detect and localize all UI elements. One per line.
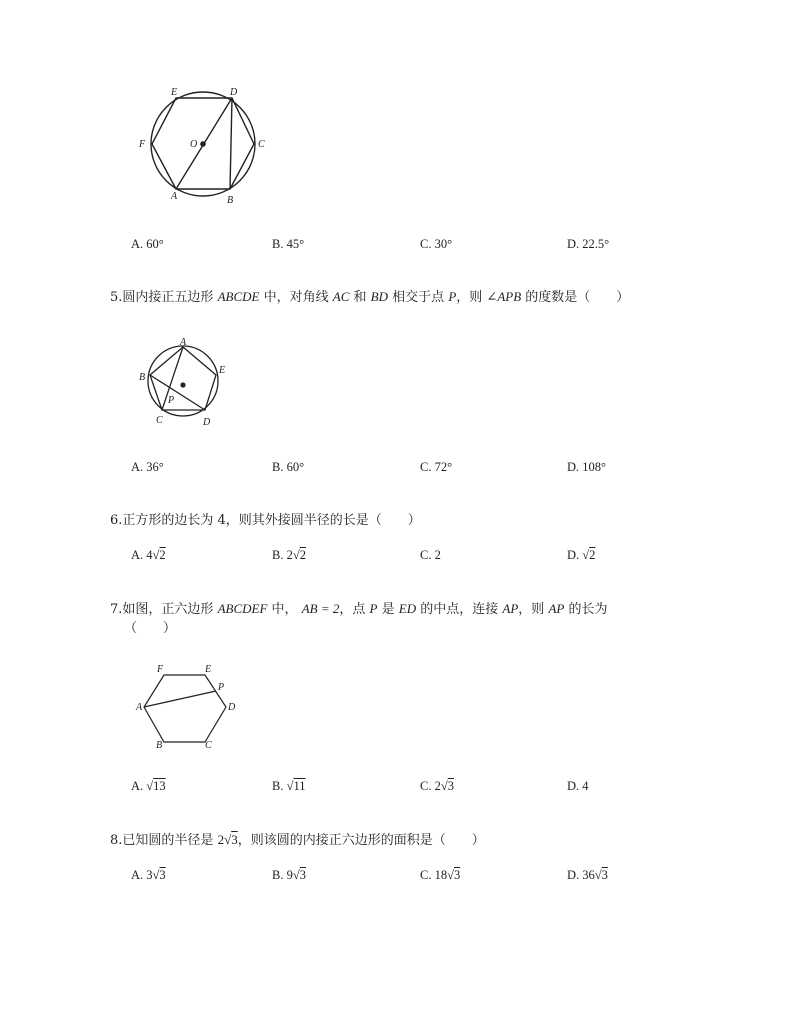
q7-label-f: F [157, 664, 164, 675]
q7-option-a[interactable]: A. √13 [131, 779, 166, 793]
q5-text-3: 和 [353, 290, 367, 305]
q4-label-f: F [139, 139, 146, 150]
q4-label-a: A [171, 191, 178, 202]
q7-number: 7. [110, 602, 123, 617]
q5-math-ac: AC [332, 289, 350, 304]
q5-label-a: A [180, 337, 187, 348]
q4-label-d: D [230, 87, 238, 98]
q6-option-b[interactable]: B. 2√2 [272, 548, 306, 562]
q7-math-ap-2: AP [548, 601, 565, 616]
q5-text-4: 相交于点 [392, 290, 445, 305]
q8-text-1: 已知圆的半径是 [122, 833, 214, 848]
q5-text-5: ，则 [456, 290, 483, 305]
q6-text: 正方形的边长为 4，则其外接圆半径的长是（ ） [122, 513, 421, 528]
q8-option-a[interactable]: A. 3√3 [131, 868, 166, 882]
q6-option-c[interactable]: C. 2 [420, 548, 441, 562]
q7-text-3: ，点 [339, 602, 366, 617]
q5-label-p: P [168, 395, 175, 406]
q7-text-5: 的中点，连接 [420, 602, 499, 617]
q4-option-c[interactable]: C. 30° [420, 237, 453, 251]
q7-math-abcdef: ABCDEF [217, 601, 268, 616]
q8-option-c[interactable]: C. 18√3 [420, 868, 461, 882]
q5-text-2: 中，对角线 [263, 290, 329, 305]
q8-option-d[interactable]: D. 36√3 [567, 868, 608, 882]
q8-math-radius: 2√3 [217, 832, 238, 847]
q7-math-ab: AB = 2 [301, 601, 340, 616]
q8-option-b[interactable]: B. 9√3 [272, 868, 306, 882]
q5-math-p: P [448, 289, 457, 304]
q7-option-c[interactable]: C. 2√3 [420, 779, 454, 793]
q5-label-c: C [156, 415, 163, 426]
q7-label-e: E [205, 664, 212, 675]
q7-math-ed: ED [398, 601, 417, 616]
q7-label-c: C [205, 740, 212, 751]
q6-number: 6. [110, 513, 123, 528]
q7-text-1: 如图，正六边形 [122, 602, 214, 617]
q4-option-a[interactable]: A. 60° [131, 237, 164, 251]
q5-text-1: 圆内接正五边形 [122, 290, 214, 305]
q5-option-a[interactable]: A. 36° [131, 460, 164, 474]
q7-text-2: 中， [271, 602, 298, 617]
q7-hexagon [144, 675, 226, 742]
q4-option-b[interactable]: B. 45° [272, 237, 305, 251]
q8-stem [110, 831, 485, 850]
q7-text-6: ，则 [518, 602, 545, 617]
q7-option-b[interactable]: B. √11 [272, 779, 306, 793]
q7-text-7: 的长为 [568, 602, 608, 617]
q7-label-d: D [228, 702, 236, 713]
q6-option-d[interactable]: D. √2 [567, 548, 596, 562]
q4-label-b: B [227, 195, 234, 206]
q4-label-e: E [171, 87, 178, 98]
q7-option-d[interactable]: D. 4 [567, 779, 589, 793]
q4-option-d[interactable]: D. 22.5° [567, 237, 610, 251]
q8-number: 8. [110, 833, 123, 848]
q5-number: 5. [110, 290, 123, 305]
q5-math-abcde: ABCDE [217, 289, 260, 304]
q4-label-o: O [190, 139, 198, 150]
q5-label-b: B [139, 372, 146, 383]
q5-label-d: D [203, 417, 211, 428]
q5-math-apb: ∠APB [486, 289, 522, 304]
q5-text-6: 的度数是（ ） [525, 290, 630, 305]
q7-math-p: P [369, 601, 378, 616]
q7-label-b: B [156, 740, 163, 751]
q8-text-2: ，则该圆的内接正六边形的面积是（ ） [237, 833, 485, 848]
q7-label-p: P [218, 682, 225, 693]
q4-label-c: C [258, 139, 265, 150]
q7-segment-ap [144, 691, 216, 707]
q5-math-bd: BD [370, 289, 389, 304]
q7-text-4: 是 [381, 602, 395, 617]
q5-option-c[interactable]: C. 72° [420, 460, 453, 474]
q5-option-b[interactable]: B. 60° [272, 460, 305, 474]
q5-label-e: E [219, 365, 226, 376]
q7-label-a: A [136, 702, 143, 713]
q7-math-ap-1: AP [502, 601, 519, 616]
q7-answer-blank: （ ） [124, 621, 177, 636]
q5-option-d[interactable]: D. 108° [567, 460, 607, 474]
q6-option-a[interactable]: A. 4√2 [131, 548, 166, 562]
